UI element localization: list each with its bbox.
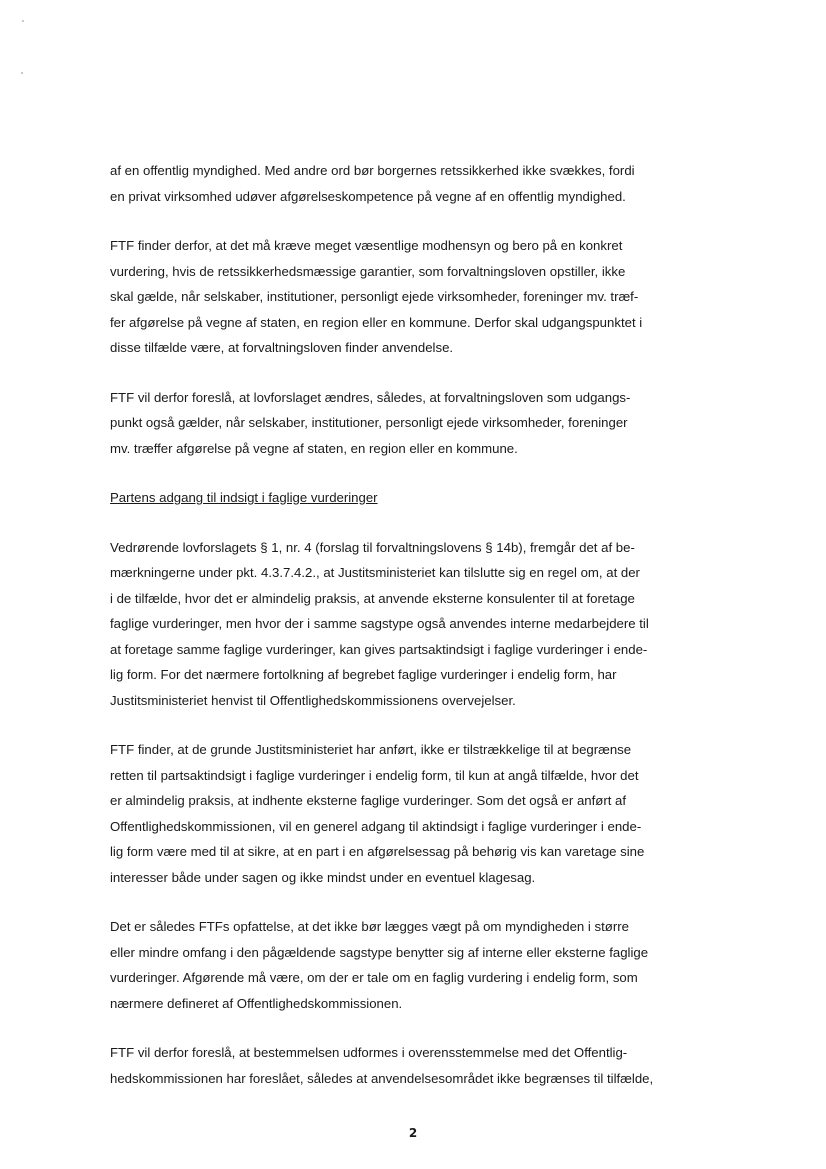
text-line: skal gælde, når selskaber, institutioner, personligt ejede virksomheder, foreninger mv. træf-: [110, 289, 639, 304]
text-line: retten til partsaktindsigt i faglige vurderinger i endelig form, til kun at angå tilfælde, hvor det: [110, 767, 639, 783]
text-line: hedskommissionen har foreslået, således at anvendelsesområdet ikke begrænses til tilfælde,: [110, 1070, 654, 1086]
paragraph: [110, 158, 710, 209]
paragraph-group-intro: [110, 158, 710, 461]
document-body: [110, 158, 710, 1115]
scan-speck: [22, 20, 24, 22]
section-heading: Partens adgang til indsigt i faglige vurderinger: [110, 490, 378, 505]
text-line: nærmere defineret af Offentlighedskommissionen.: [110, 995, 403, 1011]
paragraph: [110, 737, 710, 890]
text-line: mærkningerne under pkt. 4.3.7.4.2., at Justitsministeriet kan tilslutte sig en regel om, at der: [110, 565, 640, 580]
text-line: vurdering, hvis de retssikkerhedsmæssige garantier, som forvaltningsloven opstiller, ikke: [110, 263, 626, 279]
scan-speck: [21, 72, 23, 74]
paragraph: [110, 535, 710, 714]
text-line: lig form være med til at sikre, at en part i en afgørelsessag på behørig vis kan varetage sine: [110, 844, 645, 859]
text-line: Vedrørende lovforslagets § 1, nr. 4 (forslag til forvaltningslovens § 14b), fremgår det af be-: [110, 539, 635, 555]
text-line: eller mindre omfang i den pågældende sagstype benytter sig af interne eller eksterne faglige: [110, 944, 649, 960]
paragraph: [110, 233, 710, 361]
paragraph: [110, 385, 710, 462]
text-line: af en offentlig myndighed. Med andre ord bør borgernes retssikkerhed ikke svækkes, fordi: [110, 163, 635, 178]
text-line: er almindelig praksis, at indhente eksterne faglige vurderinger. Som det også er anført af: [110, 793, 627, 808]
text-line: lig form. For det nærmere fortolkning af begrebet faglige vurderinger i endelig form, har: [110, 667, 617, 682]
text-line: punkt også gælder, når selskaber, institutioner, personligt ejede virksomheder, foreninger: [110, 415, 628, 430]
text-line: Det er således FTFs opfattelse, at det ikke bør lægges vægt på om myndigheden i større: [110, 919, 629, 934]
text-line: FTF finder, at de grunde Justitsministeriet har anført, ikke er tilstrækkelige til at begrænse: [110, 742, 632, 757]
text-line: FTF vil derfor foreslå, at bestemmelsen udformes i overensstemmelse med det Offentlig-: [110, 1045, 628, 1060]
text-line: mv. træffer afgørelse på vegne af staten, en region eller en kommune.: [110, 440, 518, 456]
paragraph-group-section: [110, 535, 710, 1092]
text-line: Justitsministeriet henvist til Offentlighedskommissionens overvejelser.: [110, 692, 516, 708]
text-line: vurderinger. Afgørende må være, om der er tale om en faglig vurdering i endelig form, som: [110, 970, 638, 985]
paragraph: [110, 1040, 710, 1091]
text-line: fer afgørelse på vegne af staten, en region eller en kommune. Derfor skal udgangspunktet i: [110, 314, 643, 330]
text-line: faglige vurderinger, men hvor der i samme sagstype også anvendes interne medarbejdere til: [110, 616, 649, 631]
text-line: en privat virksomhed udøver afgørelseskompetence på vegne af en offentlig myndighed.: [110, 188, 626, 204]
text-line: interesser både under sagen og ikke mindst under en eventuel klagesag.: [110, 869, 536, 885]
text-line: FTF finder derfor, at det må kræve meget væsentlige modhensyn og bero på en konkret: [110, 238, 623, 253]
text-line: FTF vil derfor foreslå, at lovforslaget ændres, således, at forvaltningsloven som udgangs-: [110, 389, 631, 405]
text-line: at foretage samme faglige vurderinger, kan gives partsaktindsigt i faglige vurderinger i ende-: [110, 641, 648, 657]
text-line: disse tilfælde være, at forvaltningsloven finder anvendelse.: [110, 340, 454, 355]
text-line: i de tilfælde, hvor det er almindelig praksis, at anvende eksterne konsulenter til at foretage: [110, 590, 635, 606]
page-number: 2: [408, 1126, 418, 1140]
text-line: Offentlighedskommissionen, vil en generel adgang til aktindsigt i faglige vurderinger i ende-: [110, 818, 642, 834]
paragraph: [110, 914, 710, 1016]
